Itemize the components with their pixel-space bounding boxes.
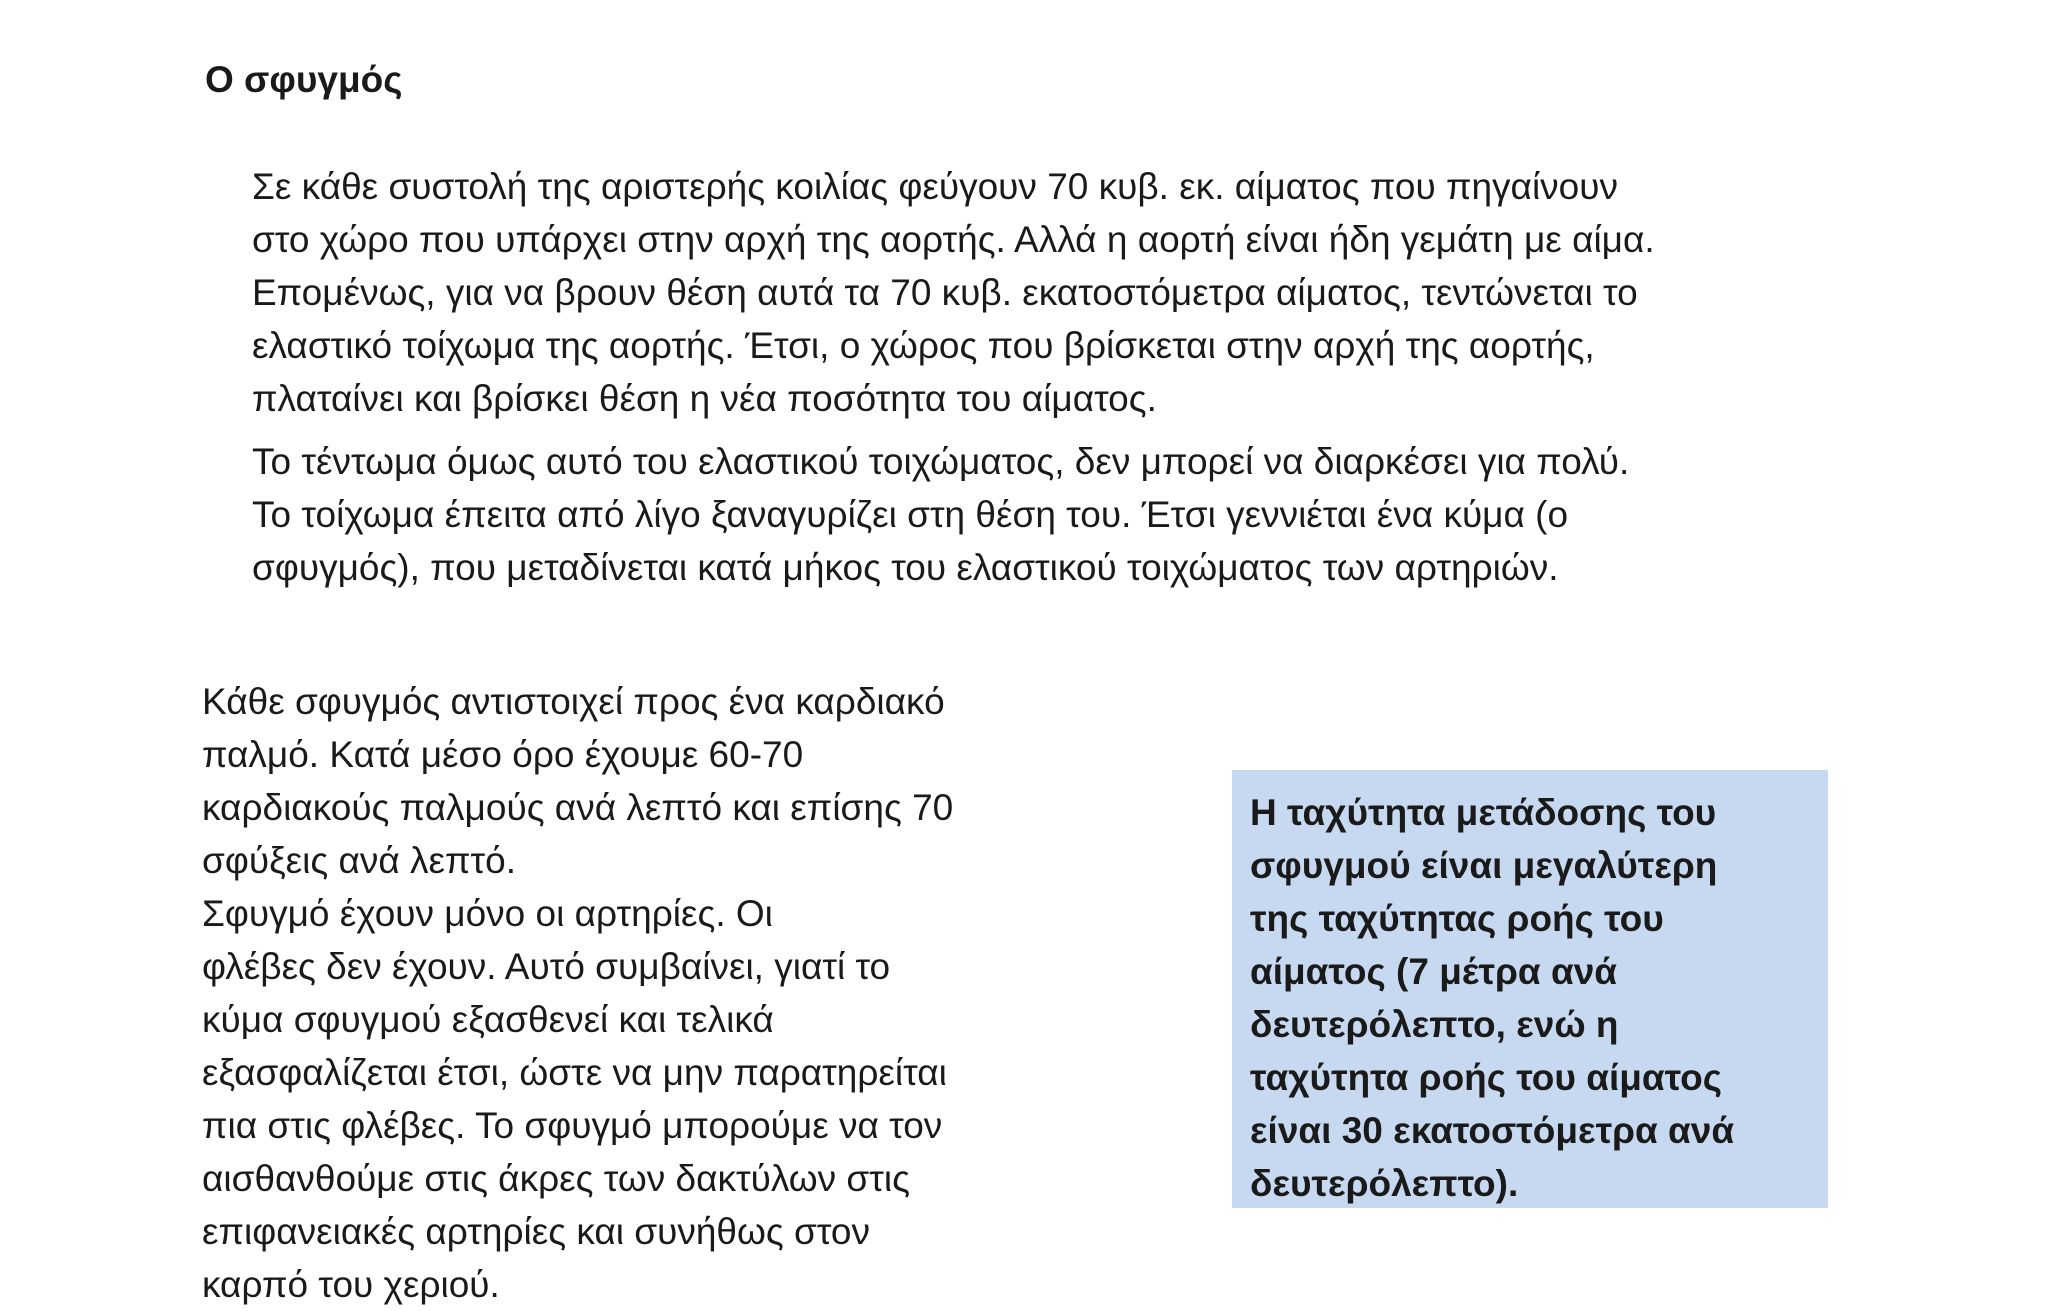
text-line: Επομένως, για να βρουν θέση αυτά τα 70 κυβ. εκατοστόμετρα αίματος, τεντώνεται το (252, 272, 1638, 313)
note-line: είναι 30 εκατοστόμετρα ανά (1250, 1110, 1735, 1151)
text-line: πλαταίνει και βρίσκει θέση η νέα ποσότητα του αίματος. (252, 378, 1157, 419)
text-line: καρδιακούς παλμούς ανά λεπτό και επίσης 70 (202, 787, 954, 828)
text-line: αισθανθούμε στις άκρες των δακτύλων στις (202, 1158, 910, 1199)
text-line: σφυγμός), που μεταδίνεται κατά μήκος του ελαστικού τοιχώματος των αρτηριών. (252, 547, 1559, 588)
text-line: Σφυγμό έχουν μόνο οι αρτηρίες. Οι (202, 893, 773, 934)
note-line: σφυγμού είναι μεγαλύτερη (1250, 845, 1718, 886)
text-line: πια στις φλέβες. Το σφυγμό μπορούμε να τον (202, 1105, 943, 1146)
text-line: ελαστικό τοίχωμα της αορτής. Έτσι, ο χώρος που βρίσκεται στην αρχή της αορτής, (252, 325, 1595, 366)
text-line: κύμα σφυγμού εξασθενεί και τελικά (202, 999, 774, 1040)
text-line: Το τοίχωμα έπειτα από λίγο ξαναγυρίζει στη θέση του. Έτσι γεννιέται ένα κύμα (ο (252, 494, 1569, 535)
text-line: στο χώρο που υπάρχει στην αρχή της αορτής. Αλλά η αορτή είναι ήδη γεμάτη με αίμα. (252, 219, 1655, 260)
page-title: Ο σφυγμός (205, 59, 403, 100)
text-line: σφύξεις ανά λεπτό. (202, 840, 517, 881)
text-line: εξασφαλίζεται έτσι, ώστε να μην παρατηρείται (202, 1052, 947, 1093)
note-line: δευτερόλεπτο, ενώ η (1250, 1004, 1619, 1045)
note-line: Η ταχύτητα μετάδοσης του (1250, 792, 1717, 833)
intro-paragraph-2 (252, 435, 1892, 594)
text-line: Σε κάθε συστολή της αριστερής κοιλίας φεύγουν 70 κυβ. εκ. αίματος που πηγαίνουν (252, 166, 1618, 207)
text-line: επιφανειακές αρτηρίες και συνήθως στον (202, 1211, 870, 1252)
text-line: φλέβες δεν έχουν. Αυτό συμβαίνει, γιατί το (202, 946, 891, 987)
highlight-note-box (1232, 770, 1828, 1208)
note-line: της ταχύτητας ροής του (1250, 898, 1664, 939)
text-line: παλμό. Κατά μέσο όρο έχουμε 60-70 (202, 734, 804, 775)
note-line: δευτερόλεπτο). (1250, 1163, 1519, 1204)
intro-paragraph-1 (252, 160, 1892, 425)
note-line: ταχύτητα ροής του αίματος (1250, 1057, 1722, 1098)
text-line: καρπό του χεριού. (202, 1264, 500, 1305)
note-line: αίματος (7 μέτρα ανά (1250, 951, 1618, 992)
intro-section (252, 160, 1892, 604)
pulse-description-column (202, 675, 1102, 1311)
text-line: Το τέντωμα όμως αυτό του ελαστικού τοιχώματος, δεν μπορεί να διαρκέσει για πολύ. (252, 441, 1630, 482)
text-line: Κάθε σφυγμός αντιστοιχεί προς ένα καρδιακό (202, 681, 945, 722)
